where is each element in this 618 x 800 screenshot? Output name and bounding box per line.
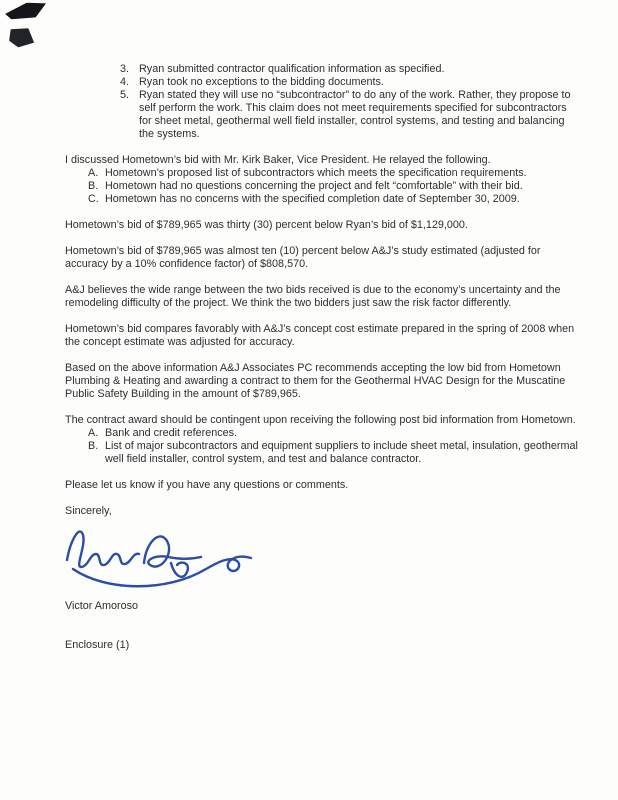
signer-name: Victor Amoroso (65, 600, 139, 612)
paragraph: The contract award should be contingent upon receiving the following post bid information from Hometown. (65, 414, 576, 426)
handwritten-signature (53, 516, 265, 604)
enclosure-note: Enclosure (1) (65, 639, 130, 651)
list-item-letter: A. (88, 427, 99, 439)
list-item-number: 5. (120, 89, 130, 101)
list-item-letter: B. (88, 440, 99, 452)
list-item-text: Ryan submitted contractor qualification information as specified. (139, 63, 445, 75)
paragraph: I discussed Hometown’s bid with Mr. Kirk Baker, Vice President. He relayed the following. (65, 154, 491, 166)
paragraph-wide-range: A&J believes the wide range between the two bids received is due to the economy’s uncertainty and the remodeling difficulty of the project. We think the two bidders just saw the risk factor differently. (65, 284, 561, 309)
list-item-number: 4. (120, 76, 130, 88)
paragraph-discussed-bid (65, 154, 580, 206)
list-item-letter: B. (88, 180, 99, 192)
list-item-text: List of major subcontractors and equipment suppliers to include sheet metal, insulation, geothermal well field installer, control system, and test and balance contractor. (105, 440, 578, 465)
list-item (88, 167, 580, 180)
scan-artifact (4, 0, 48, 23)
paragraph-ten-percent: Hometown’s bid of $789,965 was almost ten (10) percent below A&J’s study estimated (adjusted for accuracy by a 10% confidence factor) of $808,570. (65, 245, 541, 270)
closing-sincerely: Sincerely, (65, 505, 112, 517)
list-item-text: Hometown has no concerns with the specified completion date of September 30, 2009. (105, 193, 520, 205)
list-item (88, 427, 580, 440)
list-item (88, 193, 580, 206)
list-item-letter: A. (88, 167, 99, 179)
list-item-text: Bank and credit references. (105, 427, 238, 439)
signature-stroke (67, 532, 139, 567)
lettered-list (65, 167, 580, 206)
paragraph-questions: Please let us know if you have any questions or comments. (65, 479, 349, 491)
list-item (120, 76, 580, 89)
list-item-text: Ryan took no exceptions to the bidding documents. (139, 76, 384, 88)
paragraph-contingency (65, 414, 580, 466)
list-item (88, 440, 580, 466)
list-item-text: Hometown had no questions concerning the project and felt “comfortable” with their bid. (105, 180, 523, 192)
numbered-list (65, 63, 580, 141)
signature-area (53, 520, 580, 600)
list-item (88, 180, 580, 193)
list-item-text: Hometown’s proposed list of subcontractors which meets the specification requirements. (105, 167, 527, 179)
letter-body (65, 63, 580, 665)
list-item-number: 3. (120, 63, 130, 75)
scan-artifact (7, 24, 37, 51)
signature-stroke (171, 563, 188, 577)
paragraph-thirty-percent: Hometown’s bid of $789,965 was thirty (30) percent below Ryan’s bid of $1,129,000. (65, 219, 468, 231)
list-item-letter: C. (88, 193, 99, 205)
list-item (120, 89, 580, 141)
lettered-list (65, 427, 580, 466)
paragraph-compares-favorably: Hometown’s bid compares favorably with A&J’s concept cost estimate prepared in the spring of 2008 when the concept estimate was adjusted for accuracy. (65, 323, 575, 348)
paragraph-recommendation: Based on the above information A&J Associates PC recommends accepting the low bid from Hometown Plumbing & Heating and awarding a contract to them for the Geothermal HVAC Design for the Muscatine Public Safety Building in the amount of $789,965. (65, 362, 566, 400)
list-item (120, 63, 580, 76)
signature-stroke (144, 536, 201, 566)
list-item-text: Ryan stated they will use no “subcontractor” to do any of the work. Rather, they propose to self perform the work. This claim does not meet requirements specified for subcontractors for sheet metal, geothermal well field installer, control systems, and testing and balancing the systems. (139, 89, 571, 140)
